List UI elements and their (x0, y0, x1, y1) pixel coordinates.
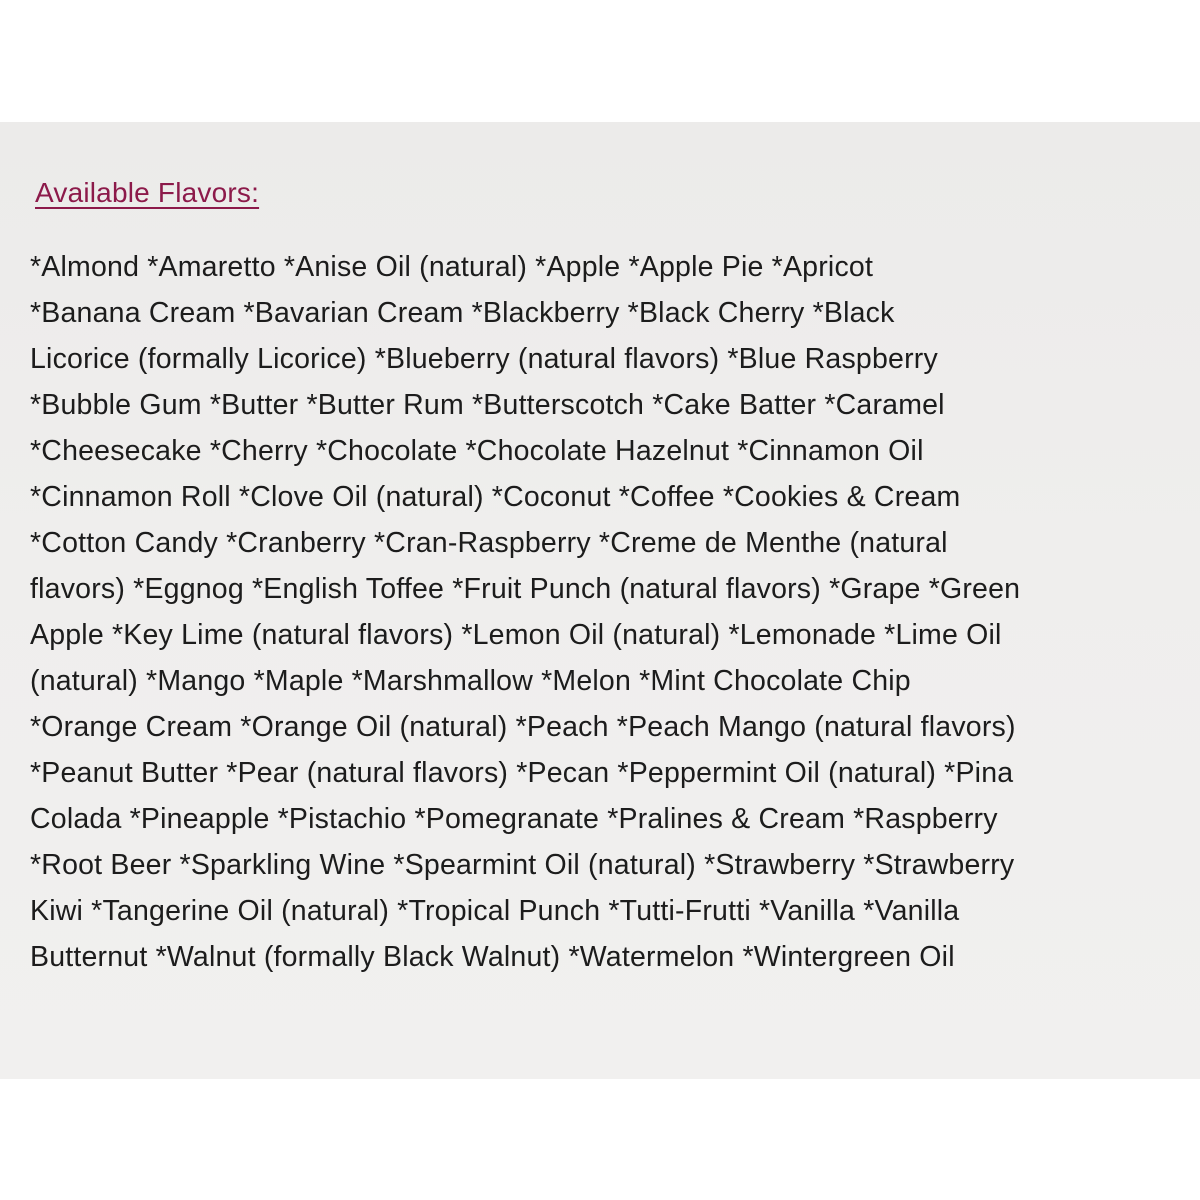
flavor-line: (natural) *Mango *Maple *Marshmallow *Melon *Mint Chocolate Chip (30, 665, 911, 697)
flavor-line: Apple *Key Lime (natural flavors) *Lemon Oil (natural) *Lemonade *Lime Oil (30, 619, 1002, 651)
flavor-line: *Root Beer *Sparkling Wine *Spearmint Oil (natural) *Strawberry *Strawberry (30, 849, 1015, 881)
flavor-line: *Bubble Gum *Butter *Butter Rum *Butterscotch *Cake Batter *Caramel (30, 389, 945, 421)
flavor-line: *Banana Cream *Bavarian Cream *Blackberry *Black Cherry *Black (30, 297, 895, 329)
flavor-line: Colada *Pineapple *Pistachio *Pomegranate *Pralines & Cream *Raspberry (30, 803, 998, 835)
flavor-list (30, 244, 1190, 980)
flavor-line: *Cheesecake *Cherry *Chocolate *Chocolate Hazelnut *Cinnamon Oil (30, 435, 924, 467)
flavor-line: *Orange Cream *Orange Oil (natural) *Peach *Peach Mango (natural flavors) (30, 711, 1016, 743)
flavor-line: Butternut *Walnut (formally Black Walnut) *Watermelon *Wintergreen Oil (30, 941, 955, 973)
paper-sheet (0, 122, 1200, 1079)
flavor-line: Kiwi *Tangerine Oil (natural) *Tropical Punch *Tutti-Frutti *Vanilla *Vanilla (30, 895, 960, 927)
flavor-line: *Almond *Amaretto *Anise Oil (natural) *Apple *Apple Pie *Apricot (30, 251, 874, 283)
flavor-line: *Cotton Candy *Cranberry *Cran-Raspberry *Creme de Menthe (natural (30, 527, 948, 559)
flavor-line: flavors) *Eggnog *English Toffee *Fruit Punch (natural flavors) *Grape *Green (30, 573, 1021, 605)
flavor-line: *Peanut Butter *Pear (natural flavors) *Pecan *Peppermint Oil (natural) *Pina (30, 757, 1014, 789)
page-title: Available Flavors: (35, 177, 260, 208)
flavor-line: *Cinnamon Roll *Clove Oil (natural) *Coconut *Coffee *Cookies & Cream (30, 481, 961, 513)
flavor-line: Licorice (formally Licorice) *Blueberry (natural flavors) *Blue Raspberry (30, 343, 938, 375)
